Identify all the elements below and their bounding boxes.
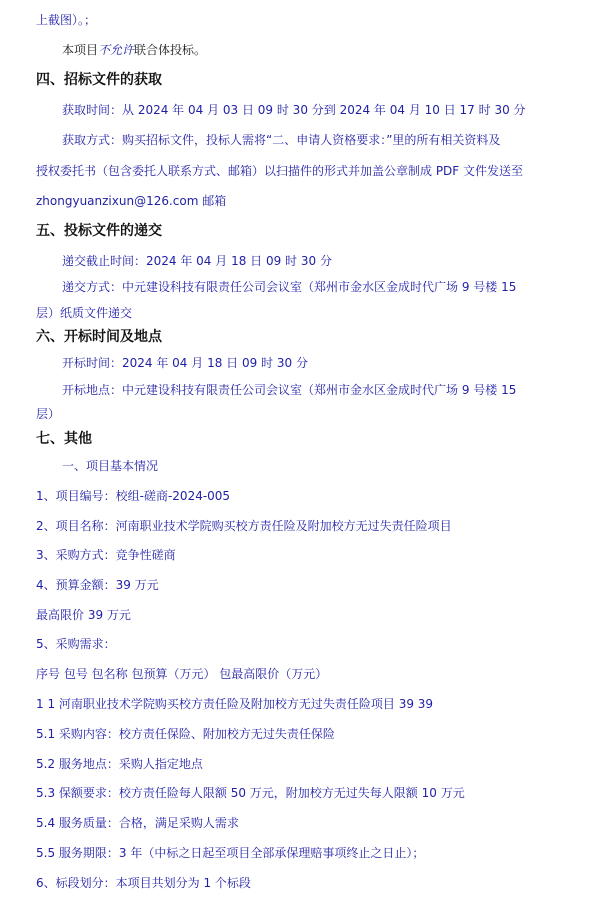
text-line: 递交方式：中元建设科技有限责任公司会议室（郑州市金水区金成时代广场 9 号楼 15 [62,280,517,294]
text-line: 最高限价 39 万元 [36,608,131,622]
text-line: 5.5 服务期限：3 年（中标之日起至项目全部承保理赔事项终止之日止）； [36,846,425,860]
text-line: 授权委托书（包含委托人联系方式、邮箱）以扫描件的形式并加盖公章制成 PDF 文件发送至 [36,164,524,178]
table-header-line: 序号 包号 包名称 包预算（万元） 包最高限价（万元） [36,667,328,681]
text-line: 层） [36,407,61,421]
text-line: 5.4 服务质量：合格，满足采购人需求 [36,816,239,830]
text-line-joint-bid [62,42,206,58]
section-heading-5: 五、投标文件的递交 [36,223,162,239]
section-heading-4: 四、招标文件的获取 [36,72,162,88]
text-line: 5.3 保额要求：校方责任险每人限额 50 万元，附加校方无过失每人限额 10 万元 [36,786,465,800]
text-line: 开标时间：2024 年 04 月 18 日 09 时 30 分 [62,356,308,370]
text-line: 一、项目基本情况 [62,459,159,473]
text-line: 递交截止时间：2024 年 04 月 18 日 09 时 30 分 [62,254,332,268]
text-line: 获取方式：购买招标文件，投标人需将“二、申请人资格要求：”里的所有相关资料及 [62,133,501,147]
text-line: 6、标段划分：本项目共划分为 1 个标段 [36,876,251,890]
text-line: 上截图）。； [36,13,97,27]
text-line: 开标地点：中元建设科技有限责任公司会议室（郑州市金水区金成时代广场 9 号楼 15 [62,383,517,397]
table-row-line: 1 1 河南职业技术学院购买校方责任险及附加校方无过失责任险项目 39 39 [36,697,434,711]
text-line: 1、项目编号：校组-磋商-2024-005 [36,489,231,503]
text-line: zhongyuanzixun@126.com 邮箱 [36,194,227,208]
text-segment-emphasis: 不允许 [98,43,135,57]
section-heading-6: 六、开标时间及地点 [36,329,162,345]
text-line: 3、采购方式：竞争性磋商 [36,548,176,562]
text-segment: 联合体投标。 [134,43,207,57]
text-line: 5.2 服务地点：采购人指定地点 [36,757,203,771]
text-line: 2、项目名称：河南职业技术学院购买校方责任险及附加校方无过失责任险项目 [36,519,452,533]
section-heading-7: 七、其他 [36,431,92,447]
text-line: 获取时间：从 2024 年 04 月 03 日 09 时 30 分到 2024 年 04 月 10 日 17 时 30 分 [62,103,526,117]
text-line: 5.1 采购内容：校方责任保险、附加校方无过失责任保险 [36,727,335,741]
text-line: 4、预算金额：39 万元 [36,578,159,592]
text-line: 5、采购需求： [36,637,116,651]
text-line: 层）纸质文件递交 [36,306,133,320]
text-segment: 本项目 [62,43,99,57]
